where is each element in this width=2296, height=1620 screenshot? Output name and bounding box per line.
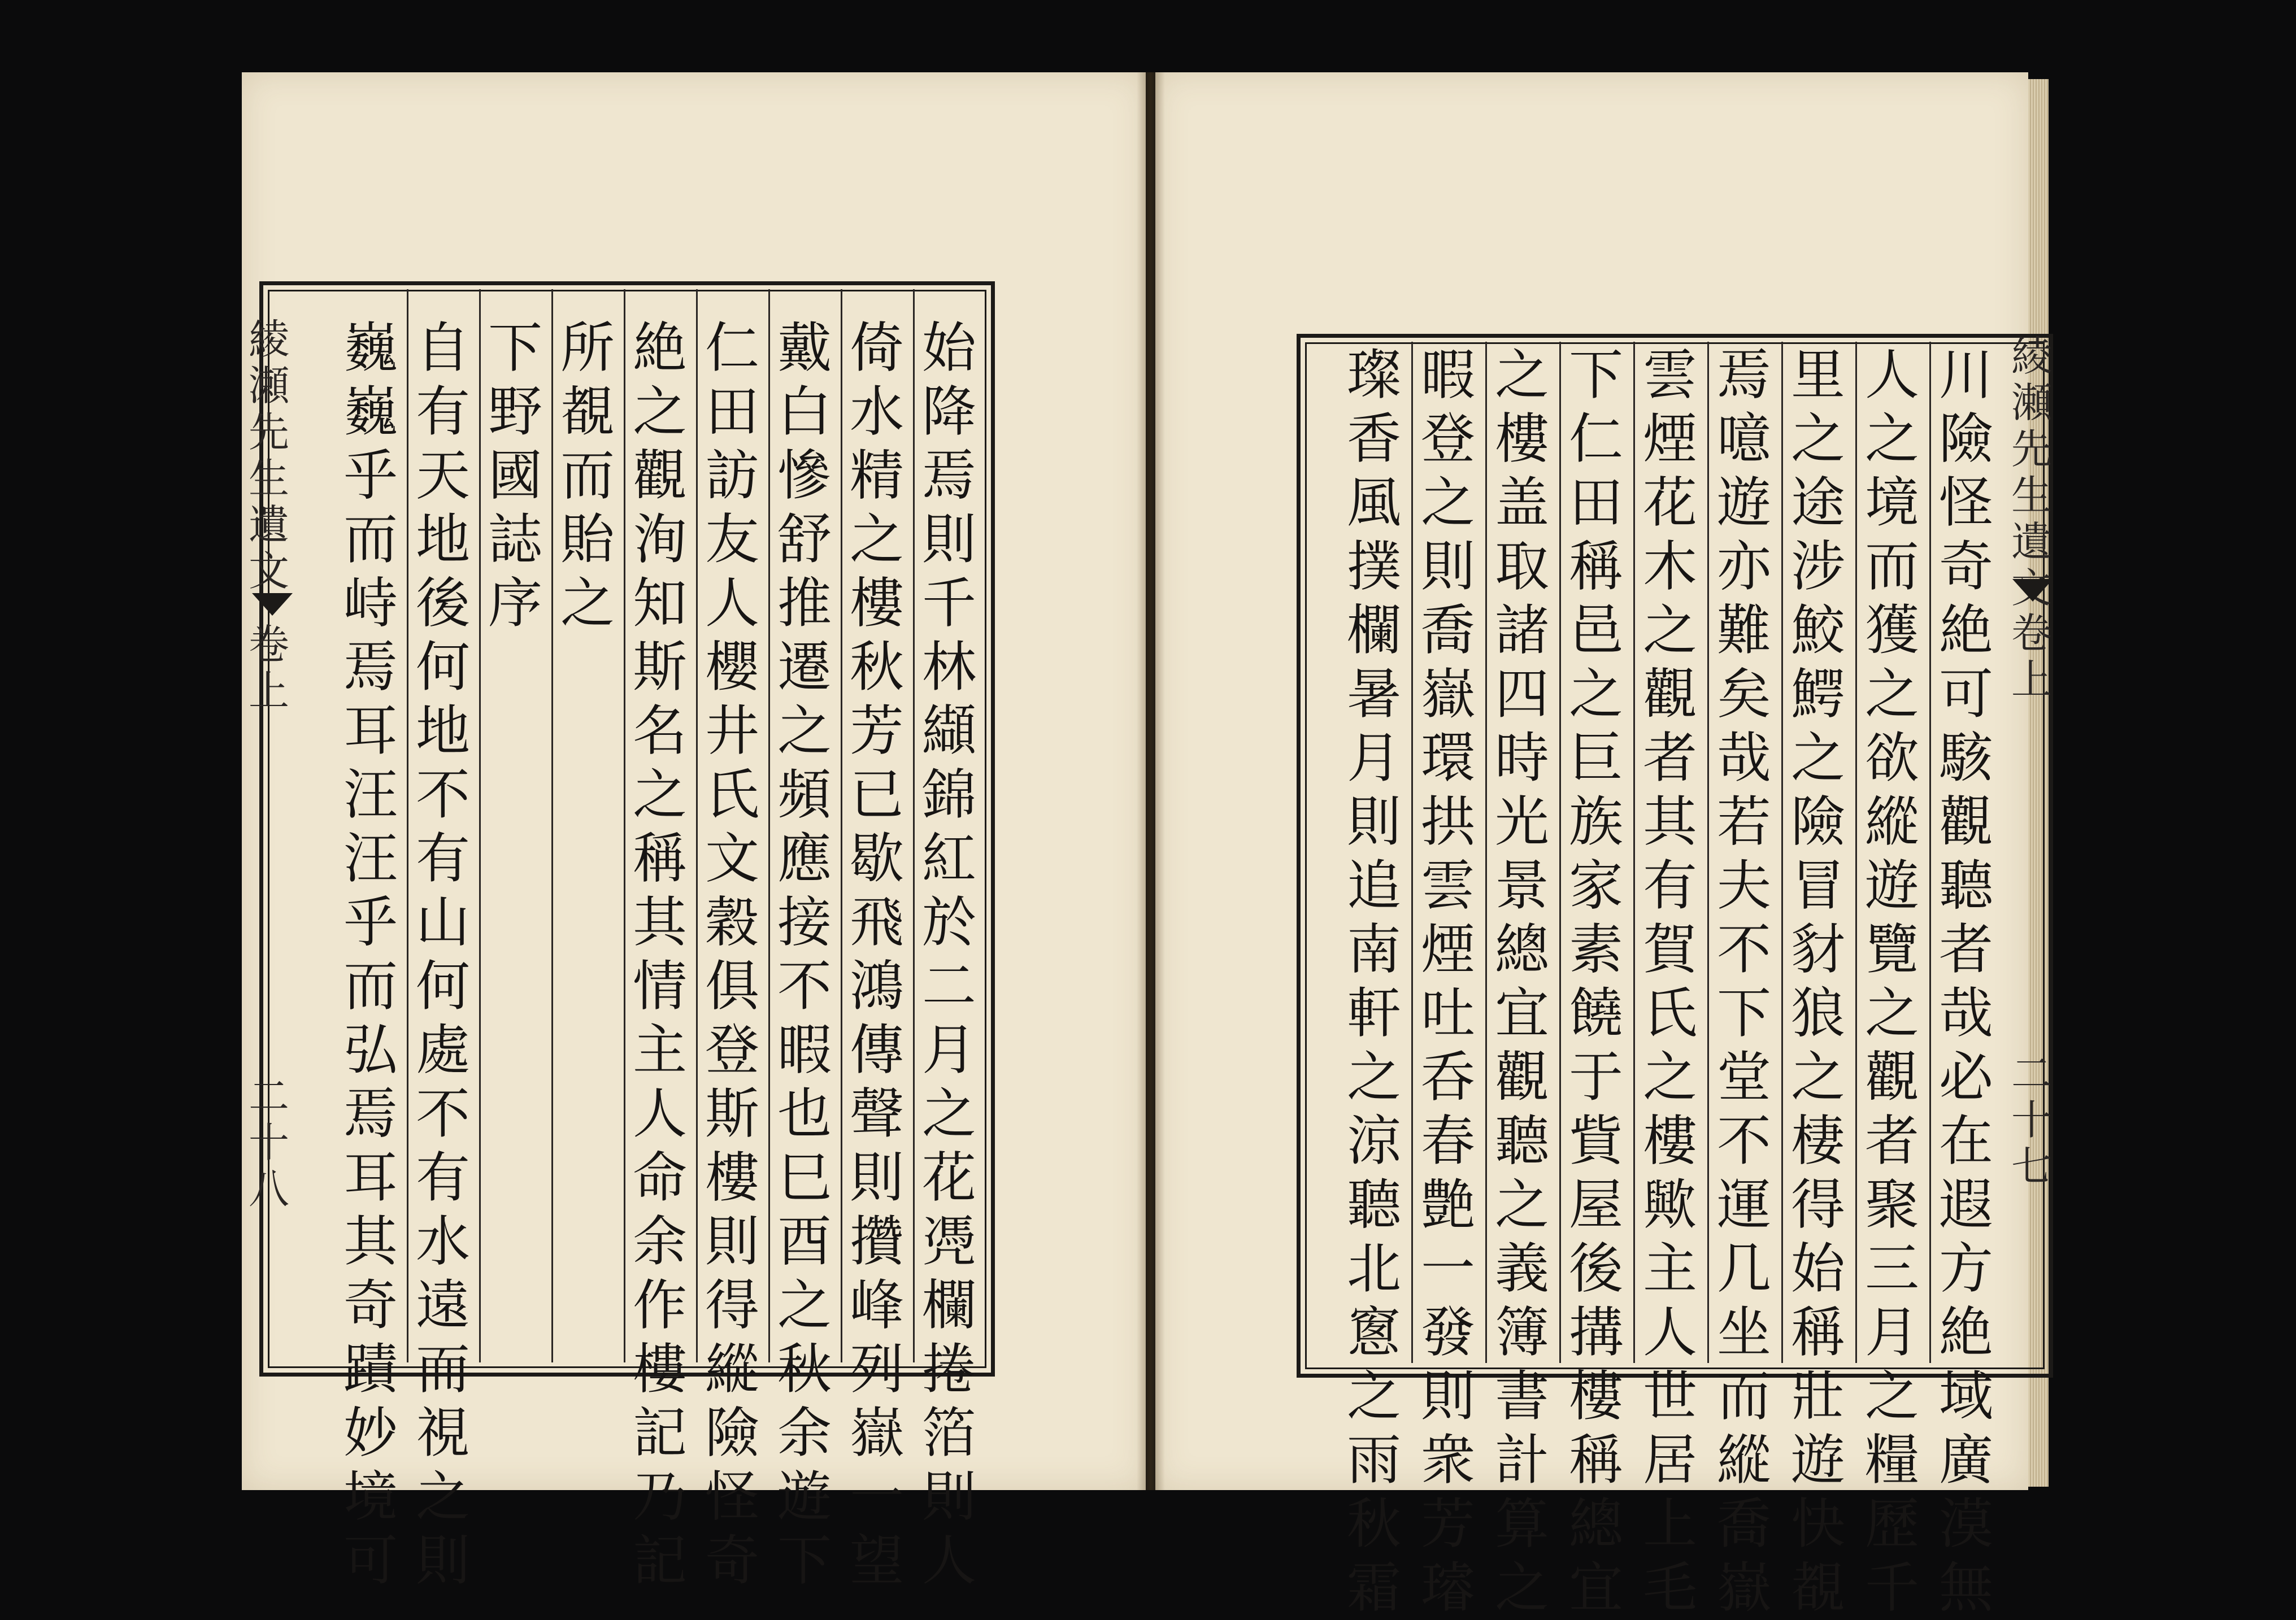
right-text-column: 暇 登 之 則 喬 嶽 環 拱 雲 煙 吐 呑 春 艶 一 發 則 衆 芳 璿 [1421,343,1475,1619]
left-text-column: 仁 田 訪 友 人 櫻 井 氏 文 穀 俱 登 斯 樓 則 得 縱 險 怪 奇 [705,316,759,1592]
left-text-column: 巍 巍 乎 而 峙 焉 耳 汪 汪 乎 而 弘 焉 耳 其 奇 蹟 妙 境 可 [343,316,398,1592]
right-hanshin-title: 綾 瀬 先 生 遺 文 [2011,333,2053,612]
left-column-rule [624,289,625,1362]
right-column-rule [1781,342,1783,1363]
left-text-column: 所 覩 而 貽 之 [560,316,615,635]
left-text-column: 戴 白 慘 舒 推 遷 之 頻 應 接 不 暇 也 巳 酉 之 秋 余 遊 下 [777,316,832,1592]
left-column-rule [407,289,408,1362]
left-text-column: 下 野 國 誌 序 [488,316,542,635]
right-fish-tail-mark [2012,579,2053,602]
left-text-column: 始 降 焉 則 千 林 纈 錦 紅 於 二 月 之 花 凴 欄 捲 箔 則 人 [922,316,976,1592]
left-fish-tail-mark [252,593,293,616]
left-column-rule [841,289,842,1362]
left-text-column: 絶 之 觀 洵 知 斯 名 之 稱 其 情 主 人 命 余 作 樓 記 乃 記 [633,316,687,1592]
left-column-rule [551,289,553,1362]
right-text-column: 之 樓 盖 取 諸 四 時 光 景 總 宜 觀 聽 之 義 簿 書 計 算 之 [1495,343,1549,1619]
right-column-rule [1485,342,1487,1363]
right-column-rule [1855,342,1857,1363]
book-gutter [1137,72,1165,1490]
right-leaf-number: 二 十 七 [2011,1050,2053,1190]
right-text-column: 川 險 怪 奇 絶 可 駭 觀 聽 者 哉 必 在 遐 方 絶 域 廣 漠 無 [1939,343,1993,1619]
left-column-rule [479,289,481,1362]
left-text-column: 自 有 天 地 後 何 地 不 有 山 何 處 不 有 水 遠 而 視 之 則 [416,316,470,1592]
left-column-rule [768,289,770,1362]
left-leaf-number: 二 十 八 [249,1073,290,1213]
right-text-column: 璨 香 風 撲 欄 暑 月 則 追 南 軒 之 涼 聽 北 窻 之 雨 秋 霜 [1347,343,1401,1619]
right-text-column: 人 之 境 而 獲 之 欲 縱 遊 覽 之 觀 者 聚 三 月 之 糧 歷 千 [1865,343,1919,1619]
right-column-rule [1559,342,1561,1363]
left-hanshin-title: 綾 瀬 先 生 遺 文 [249,316,290,595]
right-text-column: 下 仁 田 稱 邑 之 巨 族 家 素 饒 于 貲 屋 後 搆 樓 稱 總 宜 [1569,343,1623,1619]
right-column-rule [1633,342,1635,1363]
right-column-rule [1929,342,1931,1363]
right-column-rule [1707,342,1709,1363]
left-column-rule [696,289,698,1362]
right-text-column: 焉 噫 遊 亦 難 矣 哉 若 夫 不 下 堂 不 運 几 坐 而 縱 喬 嶽 [1717,343,1771,1619]
left-hanshin-volume: 卷 上 [249,621,290,715]
left-column-rule [913,289,915,1362]
left-text-column: 倚 水 精 之 樓 秋 芳 已 歇 飛 鴻 傳 聲 則 攢 峰 列 嶽 一 望 [850,316,904,1592]
right-hanshin-volume: 卷 上 [2011,609,2053,703]
right-text-column: 里 之 途 涉 鮫 鰐 之 險 冒 豺 狼 之 棲 得 始 稱 壯 遊 快 覩 [1791,343,1845,1619]
right-text-column: 雲 煙 花 木 之 觀 者 其 有 賀 氏 之 樓 歟 主 人 世 居 上 毛 [1643,343,1697,1619]
right-column-rule [1411,342,1413,1363]
